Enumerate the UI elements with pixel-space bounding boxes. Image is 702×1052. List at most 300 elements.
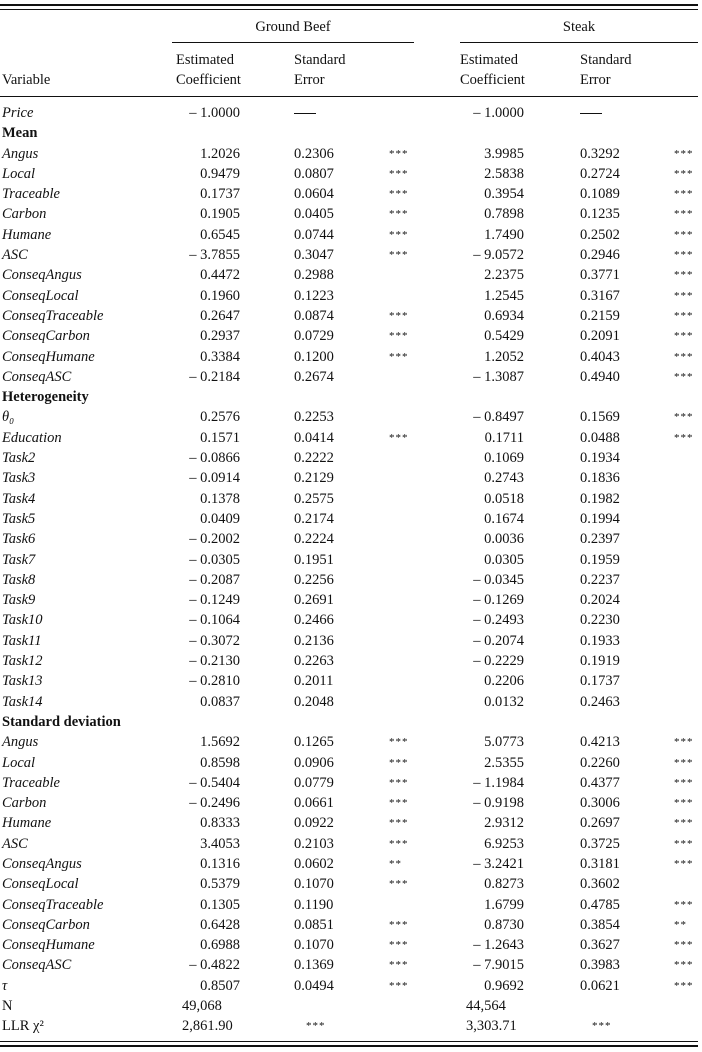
steak-coefficient: 0.1711	[484, 429, 524, 446]
table-row	[0, 773, 702, 793]
table-row	[0, 265, 702, 285]
gb-coefficient: 0.6428	[200, 916, 240, 933]
steak-significance: ***	[592, 1020, 612, 1033]
gb-std-error: 0.2575	[294, 490, 334, 507]
gb-coefficient: 1.2026	[200, 145, 240, 162]
gb-std-error: 0.0807	[294, 165, 334, 182]
steak-coefficient: – 0.2493	[473, 612, 524, 629]
table-row	[0, 509, 702, 529]
table-row	[0, 489, 702, 509]
variable-name: τ	[2, 977, 8, 994]
steak-std-error: 0.1919	[580, 653, 620, 670]
table-row	[0, 610, 702, 630]
gb-significance: ***	[306, 1020, 326, 1033]
table-row	[0, 468, 702, 488]
variable-name: ConseqCarbon	[2, 328, 90, 345]
steak-significance: ***	[674, 208, 694, 221]
gb-significance: ***	[389, 756, 409, 769]
column-header-st-coefficient: Coefficient	[460, 72, 525, 88]
gb-std-error: 0.0744	[294, 226, 334, 243]
gb-coefficient: 0.3384	[200, 348, 240, 365]
steak-std-error: 0.0488	[580, 429, 620, 446]
variable-name: Task6	[2, 531, 36, 548]
gb-significance: ***	[389, 878, 409, 891]
section-header-row	[0, 387, 702, 407]
gb-coefficient: – 0.2087	[189, 571, 240, 588]
steak-std-error: 0.3854	[580, 916, 620, 933]
gb-coefficient: 0.5379	[200, 876, 240, 893]
steak-significance: ***	[674, 167, 694, 180]
table-row	[0, 570, 702, 590]
steak-coefficient: 0.0132	[484, 693, 524, 710]
variable-name: Humane	[2, 226, 52, 243]
table-row	[0, 834, 702, 854]
gb-coefficient: – 0.0914	[189, 470, 240, 487]
table-row	[0, 407, 702, 427]
steak-coefficient: 0.7898	[484, 206, 524, 223]
table-row	[0, 306, 702, 326]
table-row	[0, 895, 702, 915]
steak-std-error: 0.2260	[580, 754, 620, 771]
variable-name: ConseqHumane	[2, 348, 95, 365]
gb-coefficient: 0.6545	[200, 226, 240, 243]
gb-std-error: 0.1369	[294, 957, 334, 974]
gb-coefficient: 0.1737	[200, 186, 240, 203]
gb-std-error: 0.2674	[294, 368, 334, 385]
gb-std-error: 0.0661	[294, 795, 334, 812]
steak-std-error: 0.2724	[580, 165, 620, 182]
steak-coefficient: 6.9253	[484, 835, 524, 852]
variable-name: ASC	[2, 835, 28, 852]
steak-significance: ***	[674, 330, 694, 343]
steak-std-error: 0.3602	[580, 876, 620, 893]
steak-coefficient: 0.2206	[484, 673, 524, 690]
variable-name: ConseqASC	[2, 957, 72, 974]
steak-significance: ***	[674, 857, 694, 870]
em-dash-not-estimated	[294, 113, 316, 114]
steak-std-error: 0.0621	[580, 977, 620, 994]
column-header-st-standard: Standard	[580, 52, 632, 68]
variable-name: Task13	[2, 673, 43, 690]
table-row	[0, 164, 702, 184]
variable-name: N	[2, 998, 13, 1015]
steak-std-error: 0.3181	[580, 855, 620, 872]
steak-significance: ***	[674, 898, 694, 911]
gb-std-error: 0.2011	[294, 673, 334, 690]
gb-significance: ***	[389, 431, 409, 444]
section-header-row	[0, 712, 702, 732]
steak-coefficient: – 1.0000	[473, 105, 524, 121]
gb-coefficient: 0.6988	[200, 937, 240, 954]
variable-name: Angus	[2, 734, 39, 751]
steak-coefficient: – 7.9015	[473, 957, 524, 974]
steak-significance: ***	[674, 228, 694, 241]
steak-std-error: 0.3771	[580, 267, 620, 284]
gb-coefficient: 0.1305	[200, 896, 240, 913]
steak-std-error: 0.1933	[580, 632, 620, 649]
column-header-gb-estimated: Estimated	[176, 52, 234, 68]
gb-coefficient: 0.1378	[200, 490, 240, 507]
steak-std-error: 0.3292	[580, 145, 620, 162]
variable-name: Angus	[2, 145, 39, 162]
steak-significance: ***	[674, 289, 694, 302]
gb-coefficient: 0.2647	[200, 307, 240, 324]
table-row	[0, 651, 702, 671]
variable-name: Education	[2, 429, 62, 446]
gb-std-error: 0.2988	[294, 267, 334, 284]
variable-name: ConseqAngus	[2, 855, 82, 872]
steak-coefficient: 1.7490	[484, 226, 524, 243]
gb-std-error	[294, 103, 316, 123]
steak-coefficient: 0.2743	[484, 470, 524, 487]
steak-coefficient: 3.9985	[484, 145, 524, 162]
table-row	[0, 204, 702, 224]
table-row	[0, 955, 702, 975]
gb-std-error: 0.2263	[294, 653, 334, 670]
variable-name: Task8	[2, 571, 36, 588]
steak-coefficient: 0.8730	[484, 916, 524, 933]
gb-std-error: 0.2129	[294, 470, 334, 487]
steak-coefficient: 1.2545	[484, 287, 524, 304]
variable-name: Task3	[2, 470, 36, 487]
gb-std-error: 0.1070	[294, 876, 334, 893]
gb-coefficient: – 1.0000	[189, 105, 240, 121]
variable-name: Humane	[2, 815, 52, 832]
steak-std-error: 0.1994	[580, 510, 620, 527]
steak-coefficient: – 0.9198	[473, 795, 524, 812]
variable-name: ConseqHumane	[2, 937, 95, 954]
steak-std-error: 0.1982	[580, 490, 620, 507]
top-rule-thin	[0, 9, 698, 10]
variable-name: θ₀	[2, 409, 15, 426]
em-dash-not-estimated	[580, 113, 602, 114]
gb-std-error: 0.0494	[294, 977, 334, 994]
steak-significance: ***	[674, 776, 694, 789]
section-label: Heterogeneity	[2, 389, 89, 406]
steak-significance: ***	[674, 350, 694, 363]
steak-std-error: 0.3725	[580, 835, 620, 852]
steak-std-error: 0.2091	[580, 328, 620, 345]
steak-significance: ***	[674, 756, 694, 769]
steak-std-error: 0.1737	[580, 673, 620, 690]
steak-std-error: 0.3006	[580, 795, 620, 812]
steak-significance: ***	[674, 431, 694, 444]
gb-coefficient: 0.2576	[200, 409, 240, 426]
gb-significance: ***	[389, 736, 409, 749]
gb-coefficient: – 0.1249	[189, 592, 240, 609]
table-row	[0, 874, 702, 894]
gb-significance: ***	[389, 837, 409, 850]
gb-significance: ***	[389, 817, 409, 830]
steak-coefficient: 0.9692	[484, 977, 524, 994]
steak-std-error: 0.3627	[580, 937, 620, 954]
table-row	[0, 286, 702, 306]
gb-coefficient: 0.0409	[200, 510, 240, 527]
gb-coefficient: 0.1571	[200, 429, 240, 446]
gb-coefficient: – 0.4822	[189, 957, 240, 974]
steak-coefficient: – 0.2229	[473, 653, 524, 670]
gb-coefficient: – 0.2496	[189, 795, 240, 812]
variable-name: Traceable	[2, 774, 60, 791]
gb-std-error: 0.0414	[294, 429, 334, 446]
steak-std-error: 0.4940	[580, 368, 620, 385]
table-row	[0, 347, 702, 367]
variable-name: Task9	[2, 592, 36, 609]
gb-std-error: 0.2691	[294, 592, 334, 609]
gb-significance: ***	[389, 918, 409, 931]
gb-std-error: 0.1223	[294, 287, 334, 304]
gb-coefficient: 3.4053	[200, 835, 240, 852]
gb-coefficient: – 0.0305	[189, 551, 240, 568]
steak-significance: ***	[674, 979, 694, 992]
gb-coefficient: 0.0837	[200, 693, 240, 710]
steak-coefficient: 44,564	[466, 998, 506, 1015]
gb-coefficient: – 0.2130	[189, 653, 240, 670]
gb-coefficient: – 0.5404	[189, 774, 240, 791]
variable-name: ConseqCarbon	[2, 916, 90, 933]
steak-std-error: 0.1235	[580, 206, 620, 223]
table-row	[0, 428, 702, 448]
gb-std-error: 0.0906	[294, 754, 334, 771]
steak-std-error: 0.2397	[580, 531, 620, 548]
gb-std-error: 0.2466	[294, 612, 334, 629]
variable-name: ConseqLocal	[2, 876, 79, 893]
steak-std-error: 0.4213	[580, 734, 620, 751]
gb-significance: ***	[389, 330, 409, 343]
table-row	[0, 935, 702, 955]
steak-coefficient: 0.1069	[484, 450, 524, 467]
variable-name: ConseqTraceable	[2, 307, 104, 324]
variable-name: Task12	[2, 653, 43, 670]
gb-coefficient: – 0.1064	[189, 612, 240, 629]
section-header-row	[0, 123, 702, 143]
steak-coefficient: – 0.8497	[473, 409, 524, 426]
steak-coefficient: 0.0036	[484, 531, 524, 548]
bottom-rule-thick	[0, 1045, 698, 1047]
table-row	[0, 367, 702, 387]
gb-coefficient: 0.9479	[200, 165, 240, 182]
gb-coefficient: 0.8333	[200, 815, 240, 832]
steak-coefficient: – 9.0572	[473, 247, 524, 264]
section-label: Mean	[2, 125, 38, 142]
table-row	[0, 103, 702, 123]
steak-coefficient: 3,303.71	[466, 1018, 517, 1035]
table-row	[0, 976, 702, 996]
table-row	[0, 1016, 702, 1036]
steak-std-error: 0.2463	[580, 693, 620, 710]
variable-name: LLR χ²	[2, 1018, 44, 1035]
table-row	[0, 529, 702, 549]
gb-std-error: 0.0604	[294, 186, 334, 203]
variable-name: Task7	[2, 551, 36, 568]
steak-coefficient: 0.0518	[484, 490, 524, 507]
table-row	[0, 671, 702, 691]
variable-name: Task4	[2, 490, 36, 507]
steak-coefficient: 2.9312	[484, 815, 524, 832]
variable-name: ConseqAngus	[2, 267, 82, 284]
gb-coefficient: 0.8507	[200, 977, 240, 994]
gb-coefficient: 0.8598	[200, 754, 240, 771]
table-row	[0, 590, 702, 610]
gb-significance: ***	[389, 776, 409, 789]
steak-coefficient: – 1.2643	[473, 937, 524, 954]
gb-std-error: 0.2253	[294, 409, 334, 426]
gb-coefficient: – 0.2002	[189, 531, 240, 548]
gb-coefficient: 1.5692	[200, 734, 240, 751]
steak-significance: ***	[674, 736, 694, 749]
gb-coefficient: 0.1905	[200, 206, 240, 223]
section-label: Standard deviation	[2, 713, 121, 730]
group-underline-steak	[460, 42, 698, 43]
column-header-st-estimated: Estimated	[460, 52, 518, 68]
gb-std-error: 0.1190	[294, 896, 334, 913]
table-row	[0, 631, 702, 651]
steak-significance: ***	[674, 959, 694, 972]
results-table-body	[0, 103, 702, 1037]
steak-coefficient: 2.5355	[484, 754, 524, 771]
table-row	[0, 793, 702, 813]
steak-significance: **	[674, 918, 687, 931]
variable-name: Local	[2, 754, 36, 771]
gb-coefficient: – 3.7855	[189, 247, 240, 264]
steak-coefficient: 5.0773	[484, 734, 524, 751]
steak-std-error: 0.2502	[580, 226, 620, 243]
table-row	[0, 550, 702, 570]
variable-name: ConseqASC	[2, 368, 72, 385]
gb-significance: ***	[389, 167, 409, 180]
steak-significance: ***	[674, 188, 694, 201]
steak-std-error: 0.4043	[580, 348, 620, 365]
variable-name: Task10	[2, 612, 43, 629]
steak-significance: ***	[674, 370, 694, 383]
steak-std-error: 0.3983	[580, 957, 620, 974]
table-row	[0, 915, 702, 935]
variable-name: Task14	[2, 693, 43, 710]
gb-significance: ***	[389, 350, 409, 363]
variable-name: Task2	[2, 450, 36, 467]
variable-name: Carbon	[2, 795, 47, 812]
gb-coefficient: – 0.3072	[189, 632, 240, 649]
steak-coefficient: – 1.3087	[473, 368, 524, 385]
table-row	[0, 448, 702, 468]
steak-std-error: 0.2024	[580, 592, 620, 609]
group-underline-ground-beef	[172, 42, 414, 43]
table-row	[0, 326, 702, 346]
gb-coefficient: – 0.2810	[189, 673, 240, 690]
gb-std-error: 0.2224	[294, 531, 334, 548]
table-row	[0, 692, 702, 712]
gb-significance: ***	[389, 188, 409, 201]
gb-std-error: 0.1265	[294, 734, 334, 751]
gb-std-error: 0.0922	[294, 815, 334, 832]
gb-coefficient: – 0.0866	[189, 450, 240, 467]
gb-std-error: 0.0729	[294, 328, 334, 345]
table-row	[0, 144, 702, 164]
steak-significance: ***	[674, 269, 694, 282]
variable-name: Task11	[2, 632, 42, 649]
gb-std-error: 0.0779	[294, 774, 334, 791]
bottom-rule-thin	[0, 1041, 698, 1042]
gb-std-error: 0.2256	[294, 571, 334, 588]
variable-name: Local	[2, 165, 36, 182]
steak-coefficient: – 0.2074	[473, 632, 524, 649]
steak-coefficient: – 1.1984	[473, 774, 524, 791]
steak-std-error: 0.4377	[580, 774, 620, 791]
gb-coefficient: 0.1316	[200, 855, 240, 872]
table-row	[0, 732, 702, 752]
gb-significance: **	[389, 857, 402, 870]
table-row	[0, 245, 702, 265]
gb-significance: ***	[389, 979, 409, 992]
gb-std-error: 0.0602	[294, 855, 334, 872]
gb-coefficient: – 0.2184	[189, 368, 240, 385]
gb-significance: ***	[389, 309, 409, 322]
steak-std-error: 0.3167	[580, 287, 620, 304]
steak-significance: ***	[674, 939, 694, 952]
table-row	[0, 184, 702, 204]
top-rule-thick	[0, 4, 698, 6]
gb-std-error: 0.1070	[294, 937, 334, 954]
steak-std-error: 0.2230	[580, 612, 620, 629]
variable-name: Price	[2, 105, 34, 121]
steak-coefficient: 1.6799	[484, 896, 524, 913]
steak-std-error: 0.2159	[580, 307, 620, 324]
gb-std-error: 0.0874	[294, 307, 334, 324]
column-header-gb-coefficient: Coefficient	[176, 72, 241, 88]
gb-significance: ***	[389, 939, 409, 952]
gb-coefficient: 2,861.90	[182, 1018, 233, 1035]
gb-coefficient: 0.4472	[200, 267, 240, 284]
gb-significance: ***	[389, 208, 409, 221]
steak-coefficient: 2.2375	[484, 267, 524, 284]
steak-coefficient: 0.3954	[484, 186, 524, 203]
steak-coefficient: 0.1674	[484, 510, 524, 527]
steak-std-error: 0.1836	[580, 470, 620, 487]
steak-std-error: 0.1569	[580, 409, 620, 426]
table-row	[0, 813, 702, 833]
gb-significance: ***	[389, 797, 409, 810]
column-header-st-error: Error	[580, 72, 611, 88]
variable-name: Task5	[2, 510, 36, 527]
gb-std-error: 0.2103	[294, 835, 334, 852]
gb-std-error: 0.1951	[294, 551, 334, 568]
gb-std-error: 0.2174	[294, 510, 334, 527]
table-row	[0, 225, 702, 245]
gb-significance: ***	[389, 228, 409, 241]
header-bottom-rule	[0, 96, 698, 97]
steak-significance: ***	[674, 147, 694, 160]
gb-std-error: 0.0851	[294, 916, 334, 933]
steak-std-error: 0.2237	[580, 571, 620, 588]
column-header-gb-error: Error	[294, 72, 325, 88]
steak-coefficient: – 0.1269	[473, 592, 524, 609]
variable-name: ConseqLocal	[2, 287, 79, 304]
steak-coefficient: 0.5429	[484, 328, 524, 345]
steak-std-error: 0.4785	[580, 896, 620, 913]
steak-significance: ***	[674, 249, 694, 262]
table-row	[0, 753, 702, 773]
gb-significance: ***	[389, 959, 409, 972]
gb-std-error: 0.1200	[294, 348, 334, 365]
steak-coefficient: 2.5838	[484, 165, 524, 182]
gb-coefficient: 49,068	[182, 998, 222, 1015]
steak-coefficient: – 0.0345	[473, 571, 524, 588]
variable-name: Carbon	[2, 206, 47, 223]
gb-std-error: 0.0405	[294, 206, 334, 223]
gb-std-error: 0.2222	[294, 450, 334, 467]
steak-std-error	[580, 103, 602, 123]
steak-std-error: 0.2697	[580, 815, 620, 832]
